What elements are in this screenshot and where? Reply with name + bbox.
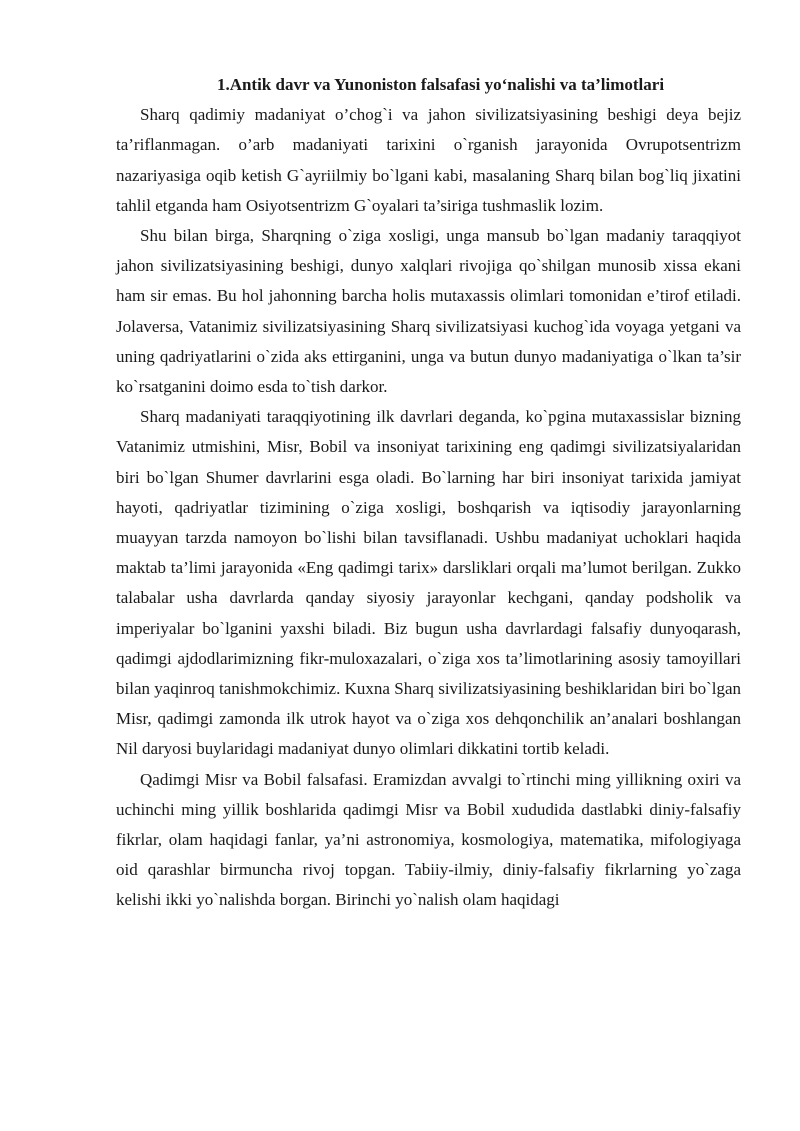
section-title: 1.Antik davr va Yunoniston falsafasi yo‘nalishi va ta’limotlari (216, 75, 665, 94)
document-body (116, 70, 741, 916)
paragraph-4: Qadimgi Misr va Bobil falsafasi. Eramizdan avvalgi to`rtinchi ming yillikning oxiri va uchinchi ming yillik boshlarida qadimgi Misr va Bobil xududida dastlabki diniy-falsafiy fikrlar, olam haqidagi fanlar, ya’ni astronomiya, kosmologiya, matematika, mifologiyaga oid qarashlar birmuncha rivoj topgan. Tabiiy-ilmiy, diniy-falsafiy fikrlarning yo`zaga kelishi ikki yo`nalishda borgan. Birinchi yo`nalish olam haqidagi (116, 769, 741, 910)
paragraph-2: Shu bilan birga, Sharqning o`ziga xosligi, unga mansub bo`lgan madaniy taraqqiyot jahon sivilizatsiyasining beshigi, dunyo xalqlari rivojiga qo`shilgan munosib xissa ekani ham sir emas. Bu hol jahonning barcha holis mutaxassis olimlari tomonidan e’tirof etiladi. Jolaversa, Vatanimiz sivilizatsiyasining Sharq sivilizatsiyasi kuchog`ida voyaga yetgani va uning qadriyatlarini o`zida aks ettirganini, unga va butun dunyo madaniyatiga o`lkan ta’sir ko`rsatganini doimo esda to`tish darkor. (116, 226, 741, 397)
paragraph-3: Sharq madaniyati taraqqiyotining ilk davrlari deganda, ko`pgina mutaxassislar bizning Vatanimiz utmishini, Misr, Bobil va insoniyat tarixining eng qadimgi sivilizatsiyalaridan biri bo`lgan Shumer davrlarini esga oladi. Bo`larning har biri insoniyat tarixida jamiyat hayoti, qadriyatlar tizimining o`ziga xosligi, boshqarish va iqtisodiy jarayonlarning muayyan tarzda namoyon bo`lishi bilan tavsiflanadi. Ushbu madaniyat uchoklari haqida maktab ta’limi jarayonida «Eng qadimgi tarix» darsliklari orqali ma’lumot berilgan. Zukko talabalar usha davrlarda qanday siyosiy jarayonlar kechgani, qanday podsholik va imperiyalar bo`lganini yaxshi biladi. Biz bugun usha davrlardagi falsafiy dunyoqarash, qadimgi ajdodlarimizning fikr-muloxazalari, o`ziga xos ta’limotlarining asosiy tamoyillari bilan yaqinroq tanishmokchimiz. Kuxna Sharq sivilizatsiyasining beshiklaridan biri bo`lgan Misr, qadimgi zamonda ilk utrok hayot va o`ziga xos dehqonchilik an’analari boshlangan Nil daryosi buylaridagi madaniyat dunyo olimlari dikkatini tortib keladi. (116, 407, 741, 759)
paragraph-1: Sharq qadimiy madaniyat o’chog`i va jahon sivilizatsiyasining beshigi deya bejiz ta’riflanmagan. o’arb madaniyati tarixini o`rganish jarayonida Ovrupotsentrizm nazariyasiga oqib ketish G`ayriilmiy bo`lgani kabi, masalaning Sharq bilan bog`liq jixatini tahlil etganda ham Osiyotsentrizm G`oyalari ta’siriga tushmaslik lozim. (116, 105, 741, 215)
